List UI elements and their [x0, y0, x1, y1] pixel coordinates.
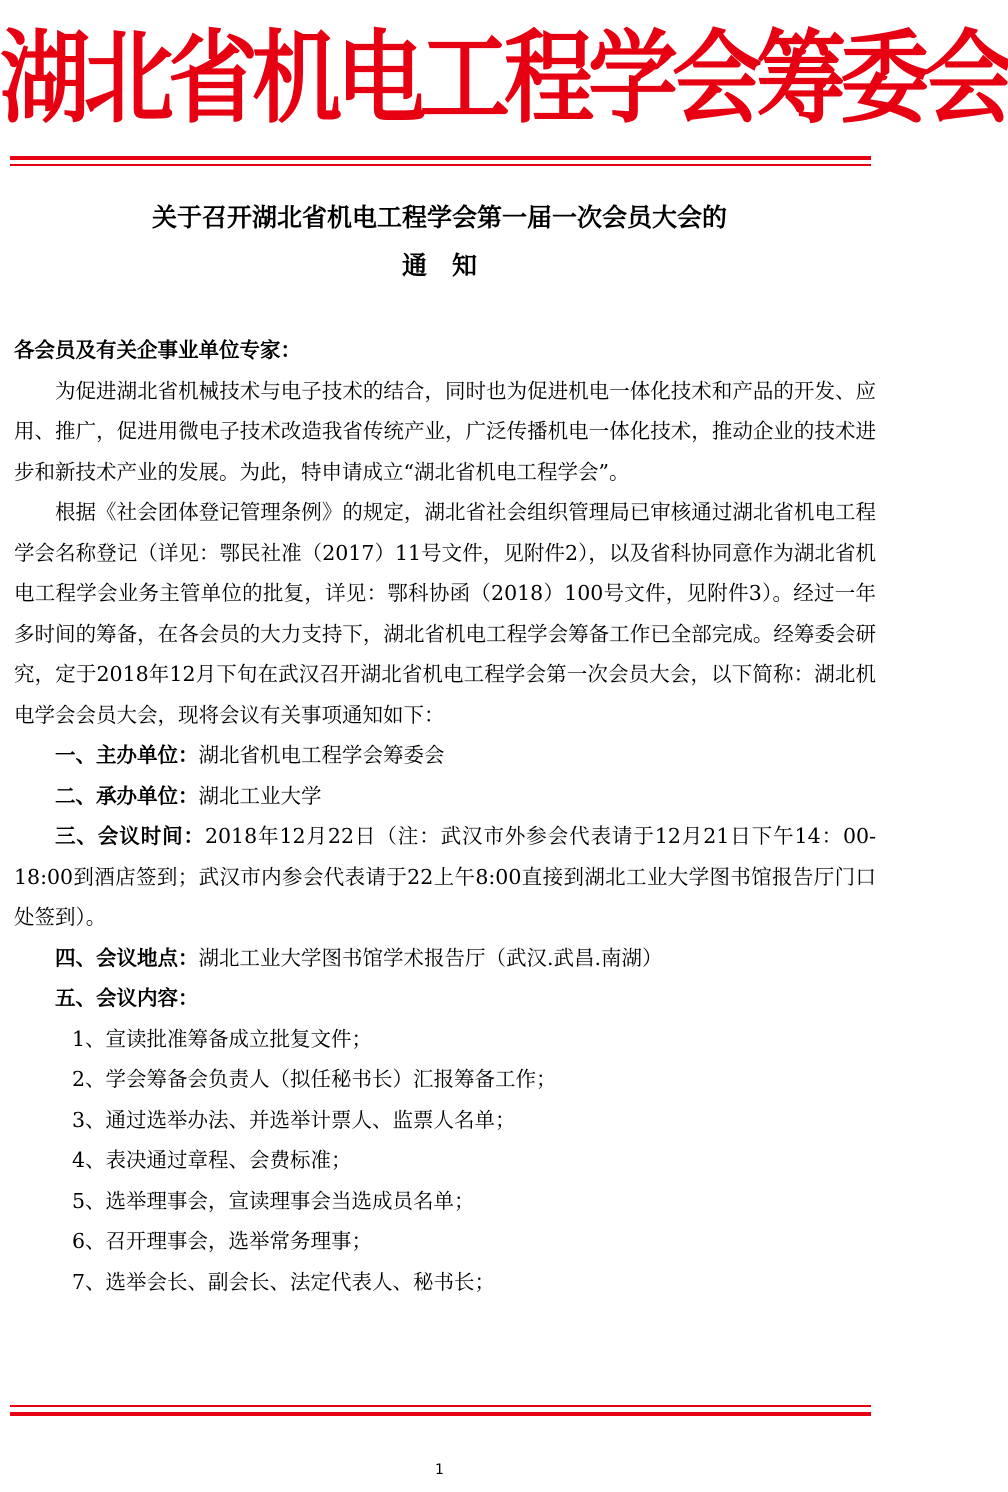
item-value: 湖北工业大学图书馆学术报告厅（武汉.武昌.南湖） [198, 945, 663, 970]
item-label: 三、会议时间： [55, 824, 205, 848]
item-label: 一、主办单位： [55, 743, 199, 767]
footer-rule-thin [10, 1405, 871, 1407]
item-host [14, 776, 876, 817]
letterhead-rule-top-thin [10, 164, 871, 166]
page-number: 1 [435, 1462, 444, 1478]
item-value: 2018年12月22日（注：武汉市外参会代表请于12月21日下午14：00-18:00到酒店签到；武汉市内参会代表请于22上午8:00直接到湖北工业大学图书馆报告厅门口处签到）。 [14, 824, 877, 929]
item-organizer [14, 735, 876, 776]
item-venue [14, 938, 876, 979]
item-label: 二、承办单位： [55, 783, 199, 808]
agenda-item: 7、选举会长、副会长、法定代表人、秘书长； [72, 1269, 496, 1294]
agenda-item: 1、宣读批准筹备成立批复文件； [72, 1026, 373, 1051]
notice-title-line2: 通 知 [401, 251, 477, 280]
item-time [14, 816, 876, 938]
item-label: 五、会议内容： [55, 986, 199, 1010]
item-value: 湖北工业大学 [198, 783, 322, 808]
letterhead-title: 湖北省机电工程学会筹委会 [0, 20, 1008, 138]
item-value: 湖北省机电工程学会筹委会 [198, 743, 445, 767]
item-content [14, 978, 876, 1019]
paragraph-intro: 为促进湖北省机械技术与电子技术的结合，同时也为促进机电一体化技术和产品的开发、应用、推广，促进用微电子技术改造我省传统产业，广泛传播机电一体化技术，推动企业的技术进步和新技术产业的发展。为此，特申请成立“湖北省机电工程学会”。 [14, 378, 876, 484]
item-label: 四、会议地点： [55, 945, 199, 970]
agenda-item: 2、学会筹备会负责人（拟任秘书长）汇报筹备工作； [72, 1067, 557, 1091]
letterhead-rule-top-thick [10, 156, 871, 160]
paragraph-background: 根据《社会团体登记管理条例》的规定，湖北省社会组织管理局已审核通过湖北省机电工程学会名称登记（详见：鄂民社准（2017）11号文件，见附件2），以及省科协同意作为湖北省机电工程学会业务主管单位的批复，详见：鄂科协函（2018）100号文件，见附件3）。经过一年多时间的筹备，在各会员的大力支持下，湖北省机电工程学会筹备工作已全部完成。经筹委会研究，定于2018年12月下旬在武汉召开湖北省机电工程学会第一次会员大会，以下简称：湖北机电学会会员大会，现将会议有关事项通知如下： [14, 500, 876, 727]
agenda-item: 3、通过选举办法、并选举计票人、监票人名单； [72, 1107, 516, 1132]
footer-rule-thick [10, 1412, 871, 1416]
agenda-item: 5、选举理事会，宣读理事会当选成员名单； [72, 1188, 475, 1213]
notice-body [14, 330, 876, 1302]
greeting: 各会员及有关企事业单位专家： [14, 338, 301, 362]
notice-title-line1: 关于召开湖北省机电工程学会第一届一次会员大会的 [151, 203, 727, 232]
agenda-item: 6、召开理事会，选举常务理事； [72, 1229, 373, 1253]
agenda-item: 4、表决通过章程、会费标准； [72, 1148, 352, 1172]
